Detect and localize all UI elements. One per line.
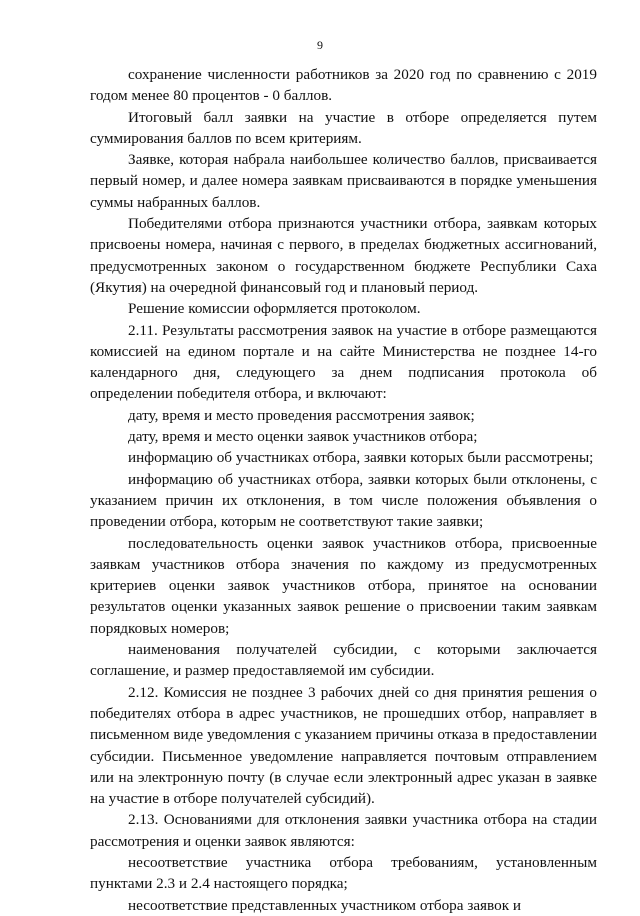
list-item-noncompliance-applications: несоответствие представленных участником отбора заявок и	[128, 896, 522, 914]
paragraph-total-score: Итоговый балл заявки на участие в отборе определяется путем суммирования баллов по всем критериям.	[90, 108, 597, 147]
paragraph-2-11: 2.11. Результаты рассмотрения заявок на участие в отборе размещаются комиссией на едином портале и на сайте Министерства не позднее 14-го календарного дня, следующего за днем подписания протокола об определении победителя отбора, и включают:	[90, 321, 597, 403]
list-item-noncompliance-requirements: несоответствие участника отбора требованиям, установленным пунктами 2.3 и 2.4 настоящего порядка;	[90, 853, 597, 893]
list-item-recipients: наименования получателей субсидии, с которыми заключается соглашение, и размер предоставляемой им субсидии.	[90, 641, 597, 680]
paragraph-2-13: 2.13. Основаниями для отклонения заявки участника отбора на стадии рассмотрения и оценки заявок являются:	[90, 811, 597, 850]
list-item-evaluation-sequence: последовательность оценки заявок участников отбора, присвоенные заявкам участников отбора значения по каждому из предусмотренных критериев оценки заявок участников отбора, принятое на основании результатов оценки указанных заявок решение о присвоении таким заявкам порядковых номеров;	[90, 534, 597, 637]
paragraph-protocol: Решение комиссии оформляется протоколом.	[128, 300, 421, 318]
list-item-evaluation-date: дату, время и место оценки заявок участников отбора;	[128, 428, 478, 446]
document-body	[90, 64, 597, 916]
paragraph-2-12: 2.12. Комиссия не позднее 3 рабочих дней со дня принятия решения о победителях отбора в адрес участников, не прошедших отбор, направляет в письменном виде уведомления с указанием причины отказа в предоставлении субсидии. Письменное уведомление направляется почтовым отправлением или на электронную почту (в случае если электронный адрес указан в заявке на участие в отборе получателей субсидий).	[90, 683, 597, 808]
list-item-reviewed-participants: информацию об участниках отбора, заявки которых были рассмотрены;	[128, 449, 594, 467]
page-number: 9	[317, 38, 323, 52]
list-item-review-date: дату, время и место проведения рассмотрения заявок;	[128, 406, 475, 424]
paragraph-ranking: Заявке, которая набрала наибольшее количество баллов, присваивается первый номер, и далее номера заявкам присваиваются в порядке уменьшения суммы набранных баллов.	[90, 151, 597, 211]
paragraph-employee-retention: сохранение численности работников за 2020 год по сравнению с 2019 годом менее 80 процентов - 0 баллов.	[90, 66, 597, 105]
paragraph-winners: Победителями отбора признаются участники отбора, заявкам которых присвоены номера, начиная с первого, в пределах бюджетных ассигнований, предусмотренных законом о государственном бюджете Республики Саха (Якутия) на очередной финансовый год и плановый период.	[90, 215, 597, 296]
list-item-rejected-participants: информацию об участниках отбора, заявки которых были отклонены, с указанием причин их отклонения, в том числе положения объявления о проведении отбора, которым не соответствуют такие заявки;	[90, 470, 597, 531]
